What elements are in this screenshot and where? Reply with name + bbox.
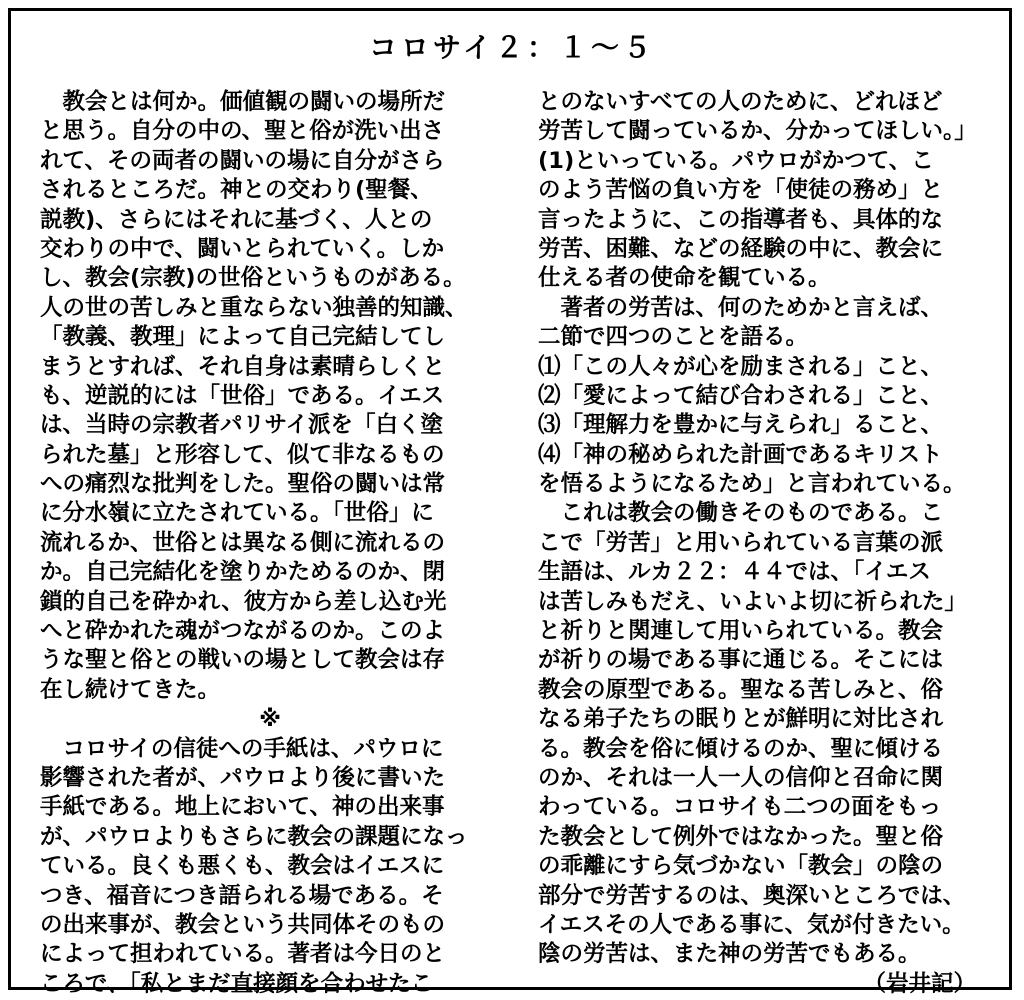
text-line: コロサイの信徒への手紙は、パウロに [40, 735, 444, 762]
text-line: か。自己完結化を塗りかためるのか、閉 [40, 559, 446, 586]
text-line: のか、それは一人一人の信仰と召命に関 [538, 764, 944, 791]
text-line: への痛烈な批判をした。聖俗の闘いは常 [40, 471, 446, 498]
text-line: 生語は、ルカ２２：４４では、「イエス [538, 559, 931, 586]
text-line: は苦しみもだえ、いよいよ切に祈られた」 [538, 588, 967, 615]
text-line: 二節で四つのことを語る。 [538, 324, 809, 351]
text-line: が祈りの場である事に通じる。そこには [538, 647, 944, 674]
text-line: 在し続けてきた。 [40, 676, 221, 703]
text-line: ⑵「愛によって結び合わされる」こと、 [538, 382, 944, 409]
text-line: つき、福音につき語られる場である。そ [40, 882, 444, 909]
text-line: のよう苦悩の負い方を「使徒の務め」と [538, 177, 944, 204]
text-line: こで「労苦」と用いられている言葉の派 [538, 529, 944, 556]
text-line: し、教会(宗教)の世俗というものがある。 [40, 265, 466, 292]
text-line: と祈りと関連して用いられている。教会 [538, 618, 944, 645]
text-line: 鎖的自己を砕かれ、彼方から差し込む光 [40, 588, 447, 615]
text-line: 言ったように、この指導者も、具体的な [538, 206, 944, 233]
text-line: 著者の労苦は、何のためかと言えば、 [538, 294, 944, 321]
text-line: が、パウロよりもさらに教会の課題になっ [40, 823, 468, 850]
text-line: 説教)、さらにはそれに基づく、人との [40, 206, 433, 233]
text-line: 教会とは何か。価値観の闘いの場所だ [40, 89, 446, 115]
text-line: ている。良くも悪くも、教会はイエスに [40, 853, 445, 880]
text-line: られた墓」と形容して、似て非なるもの [40, 441, 445, 468]
text-line: イエスその人である事に、気が付きたい。 [538, 911, 965, 938]
text-line: (1)といっている。パウロがかつて、こ [538, 147, 934, 174]
text-line: うな聖と俗との戦いの場として教会は存 [40, 647, 446, 674]
text-line: を悟るようになるため」と言われている。 [538, 471, 966, 498]
text-line: 手紙である。地上において、神の出来事 [40, 794, 445, 821]
section-divider-mark: ※ [259, 706, 281, 733]
text-line: ころで、「私とまだ直接顔を合わせたこ [40, 970, 434, 997]
text-line: も、逆説的には「世俗」である。イエス [40, 382, 445, 409]
text-line: 労苦して闘っているか、分かってほしい。」 [538, 118, 977, 145]
text-line: の乖離にすら気づかない「教会」の陰の [538, 853, 944, 880]
text-line: へと砕かれた魂がつながるのか。このよ [40, 618, 446, 645]
text-line: ⑷「神の秘められた計画であるキリスト [538, 441, 943, 468]
text-line: によって担われている。著者は今日のと [40, 941, 446, 968]
page-title: コロサイ２：１～５ [368, 31, 656, 64]
text-line: 交わりの中で、闘いとられていく。しか [40, 235, 445, 262]
text-line: 部分で労苦するのは、奥深いところでは、 [538, 882, 966, 909]
text-line: これは教会の働きそのものである。こ [538, 500, 944, 527]
text-line: ⑴「この人々が心を励まされる」こと、 [538, 353, 944, 380]
text-line: れて、その両者の闘いの場に自分がさら [40, 147, 445, 174]
text-line: 影響された者が、パウロより後に書いた [40, 764, 446, 791]
text-line: とのないすべての人のために、どれほど [538, 89, 943, 115]
text-line: と思う。自分の中の、聖と俗が洗い出さ [40, 118, 445, 145]
text-line: わっている。コロサイも二つの面をもっ [538, 794, 942, 821]
text-line: 仕える者の使命を観ている。 [538, 265, 831, 292]
text-line: ⑶「理解力を豊かに与えられ」ること、 [538, 412, 944, 439]
text-line: は、当時の宗教者パリサイ派を「白く塗 [40, 412, 443, 439]
text-line: なる弟子たちの眠りとが鮮明に対比され [538, 706, 944, 733]
text-line: 労苦、困難、などの経験の中に、教会に [538, 235, 944, 262]
right-column [538, 88, 998, 999]
text-line: まうとすれば、それ自身は素晴らしくと [40, 353, 446, 380]
text-line: 人の世の苦しみと重ならない独善的知識、 [40, 294, 468, 321]
text-line: されるところだ。神との交わり(聖餐、 [40, 177, 433, 204]
text-line: る。教会を俗に傾けるのか、聖に傾ける [538, 735, 944, 762]
text-line: 陰の労苦は、また神の労苦でもある。 [538, 941, 921, 968]
text-line: 「教義、教理」によって自己完結してし [40, 324, 446, 351]
text-line: 教会の原型である。聖なる苦しみと、俗 [538, 676, 944, 703]
text-line: 流れるか、世俗とは異なる側に流れるの [40, 529, 446, 556]
text-line: に分水嶺に立たされている。「世俗」に [40, 500, 434, 527]
author-signature: （岩井記） [863, 970, 976, 997]
text-line: の出来事が、教会という共同体そのもの [40, 911, 446, 938]
left-column [40, 88, 500, 999]
text-line: た教会として例外ではなかった。聖と俗 [538, 823, 944, 850]
